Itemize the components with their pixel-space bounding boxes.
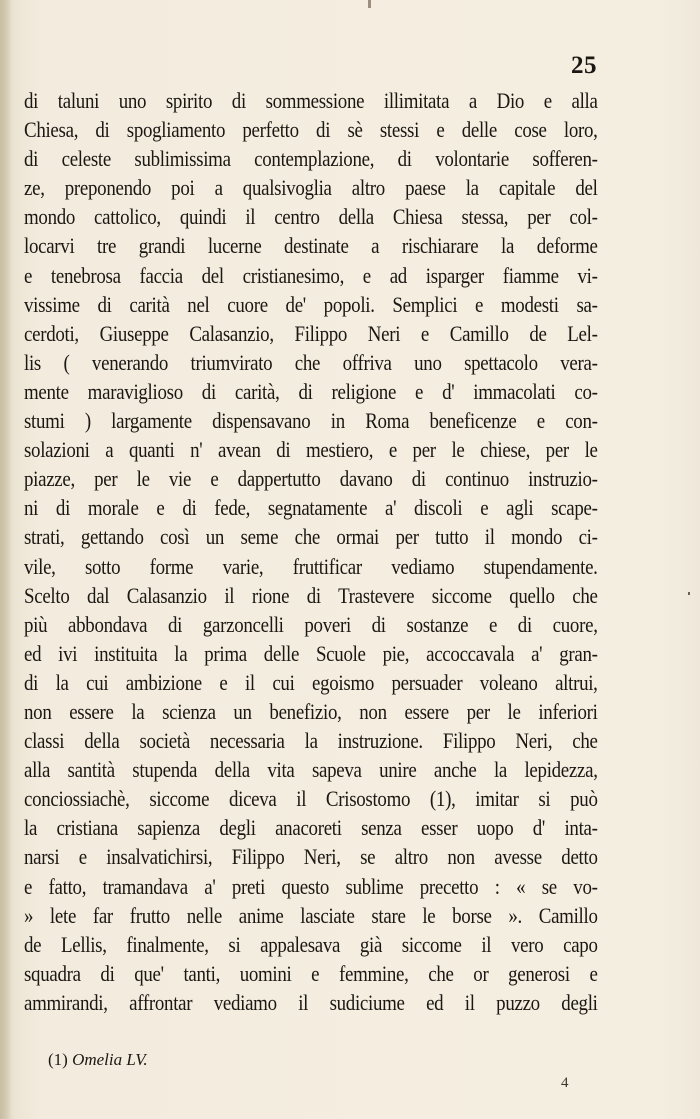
body-text [24, 86, 598, 1017]
text-line: ze, preponendo poi a qualsivoglia altro paese la capitale del [24, 175, 598, 201]
footnote-marker: (1) [48, 1050, 68, 1069]
ink-speck [688, 592, 690, 595]
text-line: la cristiana sapienza degli anacoreti senza esser uopo d' inta- [24, 815, 598, 841]
text-line: classi della società necessaria la instruzione. Filippo Neri, che [24, 728, 598, 754]
text-line: vissime di carità nel cuore de' popoli. Semplici e modesti sa- [24, 291, 598, 317]
binding-shadow [0, 0, 12, 1119]
text-line: stumi ) largamente dispensavano in Roma beneficenze e con- [24, 408, 598, 434]
text-line: de Lellis, finalmente, si appalesava già siccome il vero capo [24, 931, 598, 957]
text-line: Scelto dal Calasanzio il rione di Trastevere siccome quello che [24, 582, 598, 608]
text-line: ed ivi instituita la prima delle Scuole pie, accoccavala a' gran- [24, 640, 598, 666]
text-line: solazioni a quanti n' avean di mestiero, e per le chiese, per le [24, 437, 598, 463]
text-line: locarvi tre grandi lucerne destinate a rischiarare la deforme [24, 233, 598, 259]
text-line: conciossiachè, siccome diceva il Crisostomo (1), imitar si può [24, 786, 598, 812]
text-line: e tenebrosa faccia del cristianesimo, e ad isparger fiamme vi- [24, 262, 598, 288]
text-line: » lete far frutto nelle anime lasciate stare le borse ». Camillo [24, 902, 598, 928]
text-line: strati, gettando così un seme che ormai per tutto il mondo ci- [24, 524, 598, 550]
page-number: 25 [571, 52, 597, 79]
text-line: mondo cattolico, quindi il centro della Chiesa stessa, per col- [24, 204, 598, 230]
text-line: ni di morale e di fede, segnatamente a' discoli e agli scape- [24, 495, 598, 521]
text-line: e fatto, tramandava a' preti questo sublime precetto : « se vo- [24, 873, 598, 899]
printer-signature: 4 [561, 1075, 569, 1091]
print-mark [368, 0, 371, 8]
text-line: di celeste sublimissima contemplazione, di volontarie sofferen- [24, 146, 598, 172]
text-line: lis ( venerando triumvirato che offriva uno spettacolo vera- [24, 349, 598, 375]
text-line: narsi e insalvatichirsi, Filippo Neri, se altro non avesse detto [24, 844, 598, 870]
footnote-reference: Omelia LV. [72, 1050, 148, 1069]
text-line: Chiesa, di spogliamento perfetto di sè stessi e delle cose loro, [24, 117, 598, 143]
text-line: non essere la scienza un benefizio, non essere per le inferiori [24, 698, 598, 724]
text-line: più abbondava di garzoncelli poveri di sostanze e di cuore, [24, 611, 598, 637]
text-line: ammirandi, affrontar vediamo il sudiciume ed il puzzo degli [24, 989, 598, 1015]
text-line: cerdoti, Giuseppe Calasanzio, Filippo Neri e Camillo de Lel- [24, 320, 598, 346]
text-line: mente maraviglioso di carità, di religione e d' immacolati co- [24, 378, 598, 404]
footnote [48, 1050, 148, 1070]
text-line: alla santità stupenda della vita sapeva unire anche la lepidezza, [24, 757, 598, 783]
text-line: vile, sotto forme varie, fruttificar vediamo stupendamente. [24, 553, 598, 579]
text-line: squadra di que' tanti, uomini e femmine, che or generosi e [24, 960, 598, 986]
text-line: di la cui ambizione e il cui egoismo persuader voleano altrui, [24, 669, 598, 695]
text-line: piazze, per le vie e dappertutto davano di continuo instruzio- [24, 466, 598, 492]
text-line: di taluni uno spirito di sommessione illimitata a Dio e alla [24, 88, 598, 113]
